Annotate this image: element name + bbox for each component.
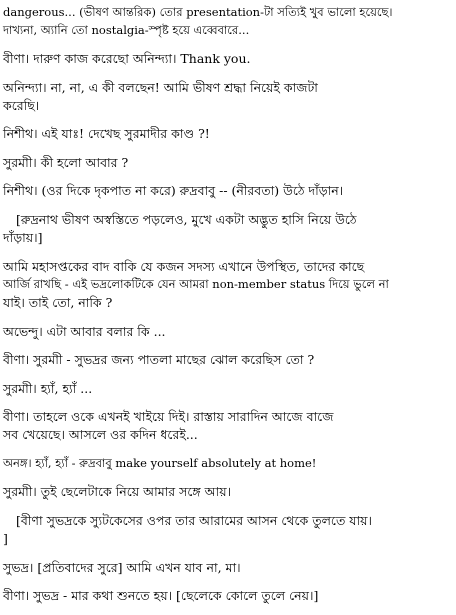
text-line: বীণা। তাহলে ওকে এখনই খাইয়ে দিই। রাস্তায় সারাদিন আজে বাজে — [3, 409, 334, 424]
text-line: দাখ্যনা, অ্যানি তো nostalgia-স্পৃষ্ট হয়ে এব্বেবারে... — [3, 23, 250, 37]
stage-direction-line: [বীণা সুভদ্রকে স্যুটকেসের ওপর তার আরামের আসন থেকে তুলতে যায়। — [16, 513, 372, 528]
text-line: সুরমাী। তুই ছেলেটাকে নিয়ে আমার সঙ্গে আয়। — [3, 484, 232, 499]
text-line: অনঙ্গ। হ্যাঁ, হ্যাঁ - রুদ্রবাবু make yourself absolutely at home! — [3, 456, 317, 470]
stage-direction-line: দাঁড়ায়।] — [3, 230, 43, 245]
text-line: বীণা। সুরমাী - সুভদ্রর জন্য পাতলা মাছের ঝোল করেছিস তো ? — [3, 352, 315, 367]
text-line: সুভদ্র। [প্রতিবাদের সুরে] আমি এখন যাব না, মা। — [3, 560, 241, 575]
text-line: যাই। তাই তো, নাকি ? — [3, 295, 113, 310]
text-line: আমি মহাসপ্তকের বাদ বাকি যে কজন সদস্য এখানে উপস্থিত, তাদের কাছে — [3, 259, 365, 274]
text-line: dangerous... (ভীষণ আন্তরিক) তোর presentation-টা সত্যিই খুব ভালো হয়েছে। — [3, 5, 393, 19]
text-line: নিশীথ। (ওর দিকে দৃকপাত না করে) রুদ্রবাবু -- (নীরবতা) উঠে দাঁড়ান। — [3, 183, 344, 198]
text-line: সব খেয়েছে। আসলে ওর কদিন ধরেই... — [3, 427, 198, 442]
text-line: সুরমাী। কী হলো আবার ? — [3, 155, 129, 170]
text-line: করেছি। — [3, 98, 40, 113]
text-line: সুরমাী। হ্যাঁ, হ্যাঁ ... — [3, 381, 93, 396]
stage-direction-line: [রুদ্রনাথ ভীষণ অস্বস্তিতে পড়লেও, মুখে একটা অদ্ভুত হাসি নিয়ে উঠে — [16, 212, 357, 227]
text-line: অভেন্দু। এটা আবার বলার কি ... — [3, 324, 166, 339]
text-line: নিশীথ। এই যাঃ! দেখেছ সুরমাদীর কাণ্ড ?! — [3, 126, 210, 141]
text-line: আর্জি রাখছি - এই ভদ্রলোকটিকে যেন আমরা non-member status দিয়ে ভুলে না — [3, 277, 389, 291]
stage-direction-line: ] — [3, 531, 8, 546]
text-line: অনিন্দ্যা। না, না, এ কী বলছেন! আমি ভীষণ শ্রদ্ধা নিয়েই কাজটা — [3, 80, 318, 95]
text-line: বীণা। দারুণ কাজ করেছো অনিন্দ্যা। Thank you. — [3, 51, 251, 66]
text-line: বীণা। সুভদ্র - মার কথা শুনতে হয়। [ছেলেকে কোলে তুলে নেয়।] — [3, 588, 319, 603]
